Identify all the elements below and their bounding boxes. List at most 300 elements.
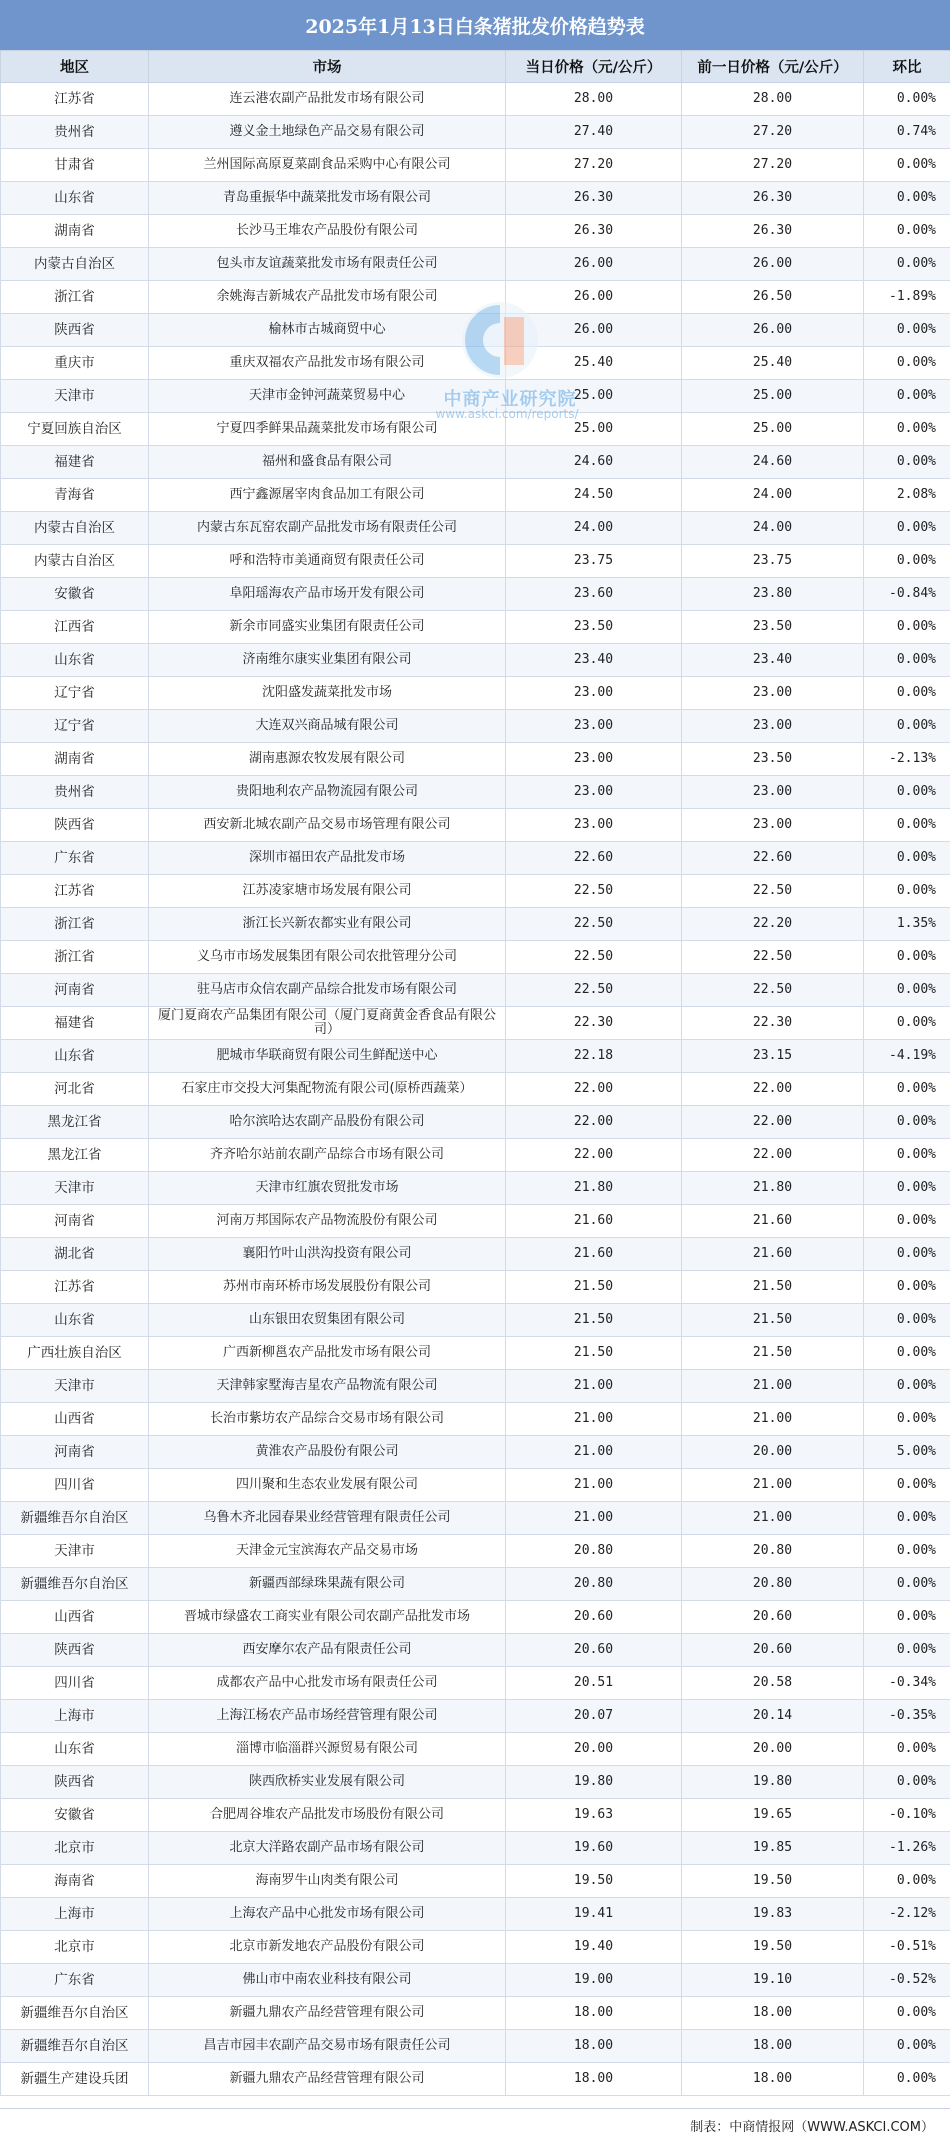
table-row bbox=[1, 1370, 950, 1403]
cell-today-price: 26.00 bbox=[506, 281, 682, 314]
table-row bbox=[1, 413, 950, 446]
cell-prev-price: 26.00 bbox=[682, 314, 864, 347]
cell-change: 0.00% bbox=[864, 2030, 950, 2063]
table-row bbox=[1, 1502, 950, 1535]
cell-prev-price: 22.50 bbox=[682, 974, 864, 1007]
cell-market: 江苏凌家塘市场发展有限公司 bbox=[149, 875, 506, 908]
cell-prev-price: 23.50 bbox=[682, 611, 864, 644]
cell-region: 黑龙江省 bbox=[1, 1106, 149, 1139]
cell-region: 广东省 bbox=[1, 842, 149, 875]
cell-region: 新疆维吾尔自治区 bbox=[1, 2030, 149, 2063]
cell-region: 山东省 bbox=[1, 1733, 149, 1766]
table-row bbox=[1, 512, 950, 545]
cell-change: 0.00% bbox=[864, 1634, 950, 1667]
cell-market: 深圳市福田农产品批发市场 bbox=[149, 842, 506, 875]
cell-today-price: 20.60 bbox=[506, 1601, 682, 1634]
cell-prev-price: 26.30 bbox=[682, 215, 864, 248]
cell-market: 上海江杨农产品市场经营管理有限公司 bbox=[149, 1700, 506, 1733]
cell-change: -0.84% bbox=[864, 578, 950, 611]
cell-today-price: 19.60 bbox=[506, 1832, 682, 1865]
cell-change: 0.00% bbox=[864, 1205, 950, 1238]
cell-change: 0.00% bbox=[864, 644, 950, 677]
cell-change: 0.00% bbox=[864, 677, 950, 710]
cell-region: 湖北省 bbox=[1, 1238, 149, 1271]
table-row bbox=[1, 1073, 950, 1106]
cell-today-price: 25.00 bbox=[506, 380, 682, 413]
cell-today-price: 25.00 bbox=[506, 413, 682, 446]
cell-region: 山东省 bbox=[1, 1304, 149, 1337]
cell-region: 辽宁省 bbox=[1, 710, 149, 743]
cell-prev-price: 19.85 bbox=[682, 1832, 864, 1865]
cell-prev-price: 21.00 bbox=[682, 1502, 864, 1535]
cell-change: 0.00% bbox=[864, 1568, 950, 1601]
cell-region: 河北省 bbox=[1, 1073, 149, 1106]
cell-today-price: 24.00 bbox=[506, 512, 682, 545]
table-row bbox=[1, 1964, 950, 1997]
cell-today-price: 19.50 bbox=[506, 1865, 682, 1898]
watermark-url: www.askci.com/reports/ bbox=[435, 407, 579, 421]
cell-prev-price: 24.00 bbox=[682, 512, 864, 545]
cell-market: 陕西欣桥实业发展有限公司 bbox=[149, 1766, 506, 1799]
cell-market: 湖南惠源农牧发展有限公司 bbox=[149, 743, 506, 776]
cell-today-price: 20.51 bbox=[506, 1667, 682, 1700]
cell-region: 贵州省 bbox=[1, 116, 149, 149]
cell-change: 0.00% bbox=[864, 1271, 950, 1304]
cell-prev-price: 19.50 bbox=[682, 1865, 864, 1898]
cell-market: 广西新柳邕农产品批发市场有限公司 bbox=[149, 1337, 506, 1370]
table-row bbox=[1, 809, 950, 842]
cell-prev-price: 22.00 bbox=[682, 1106, 864, 1139]
cell-change: 0.00% bbox=[864, 1370, 950, 1403]
table-row bbox=[1, 1700, 950, 1733]
cell-today-price: 21.50 bbox=[506, 1337, 682, 1370]
cell-change: 0.00% bbox=[864, 1172, 950, 1205]
cell-today-price: 20.60 bbox=[506, 1634, 682, 1667]
cell-region: 山东省 bbox=[1, 1040, 149, 1073]
cell-market: 天津韩家墅海吉星农产品物流有限公司 bbox=[149, 1370, 506, 1403]
cell-region: 新疆维吾尔自治区 bbox=[1, 1997, 149, 2030]
cell-market: 黄淮农产品股份有限公司 bbox=[149, 1436, 506, 1469]
cell-prev-price: 23.40 bbox=[682, 644, 864, 677]
price-table bbox=[0, 50, 950, 2096]
cell-market: 齐齐哈尔站前农副产品综合市场有限公司 bbox=[149, 1139, 506, 1172]
cell-today-price: 23.40 bbox=[506, 644, 682, 677]
cell-change: 0.00% bbox=[864, 974, 950, 1007]
cell-prev-price: 23.00 bbox=[682, 710, 864, 743]
cell-change: 0.00% bbox=[864, 545, 950, 578]
cell-region: 新疆维吾尔自治区 bbox=[1, 1568, 149, 1601]
header-prev-price: 前一日价格（元/公斤） bbox=[682, 51, 864, 83]
cell-today-price: 22.00 bbox=[506, 1073, 682, 1106]
cell-prev-price: 18.00 bbox=[682, 2063, 864, 2096]
cell-market: 新疆九鼎农产品经营管理有限公司 bbox=[149, 1997, 506, 2030]
cell-prev-price: 21.00 bbox=[682, 1469, 864, 1502]
header-market: 市场 bbox=[149, 51, 506, 83]
cell-market: 昌吉市园丰农副产品交易市场有限责任公司 bbox=[149, 2030, 506, 2063]
table-row bbox=[1, 842, 950, 875]
table-row bbox=[1, 1007, 950, 1040]
cell-region: 内蒙古自治区 bbox=[1, 512, 149, 545]
cell-region: 江苏省 bbox=[1, 1271, 149, 1304]
cell-prev-price: 23.00 bbox=[682, 809, 864, 842]
cell-prev-price: 28.00 bbox=[682, 83, 864, 116]
table-row bbox=[1, 1997, 950, 2030]
cell-today-price: 22.30 bbox=[506, 1007, 682, 1040]
cell-region: 河南省 bbox=[1, 1205, 149, 1238]
table-row bbox=[1, 974, 950, 1007]
cell-market: 天津金元宝滨海农产品交易市场 bbox=[149, 1535, 506, 1568]
cell-prev-price: 21.60 bbox=[682, 1238, 864, 1271]
cell-region: 新疆生产建设兵团 bbox=[1, 2063, 149, 2096]
cell-region: 内蒙古自治区 bbox=[1, 545, 149, 578]
cell-market: 晋城市绿盛农工商实业有限公司农副产品批发市场 bbox=[149, 1601, 506, 1634]
cell-change: -1.26% bbox=[864, 1832, 950, 1865]
table-row bbox=[1, 215, 950, 248]
table-row bbox=[1, 1436, 950, 1469]
cell-change: 0.00% bbox=[864, 1139, 950, 1172]
cell-prev-price: 20.14 bbox=[682, 1700, 864, 1733]
cell-change: -0.51% bbox=[864, 1931, 950, 1964]
cell-market: 上海农产品中心批发市场有限公司 bbox=[149, 1898, 506, 1931]
cell-today-price: 23.00 bbox=[506, 677, 682, 710]
cell-prev-price: 25.40 bbox=[682, 347, 864, 380]
cell-market: 内蒙古东瓦窑农副产品批发市场有限责任公司 bbox=[149, 512, 506, 545]
cell-today-price: 18.00 bbox=[506, 2063, 682, 2096]
table-title: 2025年1月13日白条猪批发价格趋势表 bbox=[0, 0, 950, 50]
table-row bbox=[1, 83, 950, 116]
cell-change: 0.00% bbox=[864, 1733, 950, 1766]
cell-today-price: 22.50 bbox=[506, 941, 682, 974]
table-row bbox=[1, 314, 950, 347]
cell-change: 0.00% bbox=[864, 809, 950, 842]
cell-market: 西宁鑫源屠宰肉食品加工有限公司 bbox=[149, 479, 506, 512]
cell-change: 0.00% bbox=[864, 1337, 950, 1370]
table-row bbox=[1, 1403, 950, 1436]
table-row bbox=[1, 347, 950, 380]
cell-prev-price: 22.60 bbox=[682, 842, 864, 875]
cell-market: 苏州市南环桥市场发展股份有限公司 bbox=[149, 1271, 506, 1304]
cell-change: 0.00% bbox=[864, 1238, 950, 1271]
cell-market: 浙江长兴新农都实业有限公司 bbox=[149, 908, 506, 941]
cell-market: 哈尔滨哈达农副产品股份有限公司 bbox=[149, 1106, 506, 1139]
table-row bbox=[1, 149, 950, 182]
cell-market: 兰州国际高原夏菜副食品采购中心有限公司 bbox=[149, 149, 506, 182]
cell-market: 新疆九鼎农产品经营管理有限公司 bbox=[149, 2063, 506, 2096]
cell-today-price: 21.00 bbox=[506, 1436, 682, 1469]
cell-change: 0.00% bbox=[864, 512, 950, 545]
cell-change: 0.00% bbox=[864, 611, 950, 644]
cell-change: 0.74% bbox=[864, 116, 950, 149]
table-row bbox=[1, 1832, 950, 1865]
table-row bbox=[1, 1040, 950, 1073]
cell-market: 阜阳瑶海农产品市场开发有限公司 bbox=[149, 578, 506, 611]
cell-region: 天津市 bbox=[1, 1535, 149, 1568]
cell-market: 天津市红旗农贸批发市场 bbox=[149, 1172, 506, 1205]
table-row bbox=[1, 908, 950, 941]
table-row bbox=[1, 1205, 950, 1238]
table-footer-source: 制表：中商情报网（WWW.ASKCI.COM） bbox=[0, 2108, 950, 2141]
cell-region: 重庆市 bbox=[1, 347, 149, 380]
table-row bbox=[1, 1667, 950, 1700]
cell-prev-price: 22.50 bbox=[682, 941, 864, 974]
cell-region: 河南省 bbox=[1, 1436, 149, 1469]
table-row bbox=[1, 1139, 950, 1172]
cell-change: 0.00% bbox=[864, 182, 950, 215]
table-row bbox=[1, 1865, 950, 1898]
cell-today-price: 26.30 bbox=[506, 215, 682, 248]
cell-change: 0.00% bbox=[864, 1469, 950, 1502]
cell-market: 遵义金土地绿色产品交易有限公司 bbox=[149, 116, 506, 149]
cell-change: 0.00% bbox=[864, 1997, 950, 2030]
cell-market: 淄博市临淄群兴源贸易有限公司 bbox=[149, 1733, 506, 1766]
cell-today-price: 21.50 bbox=[506, 1271, 682, 1304]
cell-region: 山东省 bbox=[1, 644, 149, 677]
cell-today-price: 23.60 bbox=[506, 578, 682, 611]
cell-market: 襄阳竹叶山洪沟投资有限公司 bbox=[149, 1238, 506, 1271]
cell-market: 大连双兴商品城有限公司 bbox=[149, 710, 506, 743]
cell-region: 浙江省 bbox=[1, 941, 149, 974]
cell-region: 天津市 bbox=[1, 1172, 149, 1205]
table-row bbox=[1, 1304, 950, 1337]
cell-prev-price: 22.30 bbox=[682, 1007, 864, 1040]
table-row bbox=[1, 1601, 950, 1634]
cell-market: 北京市新发地农产品股份有限公司 bbox=[149, 1931, 506, 1964]
cell-prev-price: 21.80 bbox=[682, 1172, 864, 1205]
cell-today-price: 26.00 bbox=[506, 248, 682, 281]
cell-prev-price: 25.00 bbox=[682, 413, 864, 446]
cell-change: 0.00% bbox=[864, 710, 950, 743]
cell-region: 江西省 bbox=[1, 611, 149, 644]
cell-change: 0.00% bbox=[864, 1403, 950, 1436]
table-row bbox=[1, 479, 950, 512]
cell-prev-price: 21.50 bbox=[682, 1304, 864, 1337]
cell-region: 四川省 bbox=[1, 1667, 149, 1700]
table-row bbox=[1, 875, 950, 908]
cell-prev-price: 22.00 bbox=[682, 1073, 864, 1106]
cell-change: -0.34% bbox=[864, 1667, 950, 1700]
cell-today-price: 18.00 bbox=[506, 1997, 682, 2030]
cell-region: 青海省 bbox=[1, 479, 149, 512]
table-row bbox=[1, 1799, 950, 1832]
cell-region: 陕西省 bbox=[1, 809, 149, 842]
table-row bbox=[1, 2063, 950, 2096]
cell-today-price: 22.50 bbox=[506, 875, 682, 908]
cell-today-price: 25.40 bbox=[506, 347, 682, 380]
cell-change: 0.00% bbox=[864, 2063, 950, 2096]
cell-region: 山西省 bbox=[1, 1403, 149, 1436]
cell-prev-price: 20.60 bbox=[682, 1601, 864, 1634]
cell-today-price: 22.18 bbox=[506, 1040, 682, 1073]
cell-change: 0.00% bbox=[864, 1766, 950, 1799]
cell-prev-price: 23.80 bbox=[682, 578, 864, 611]
cell-change: 0.00% bbox=[864, 776, 950, 809]
cell-today-price: 21.60 bbox=[506, 1205, 682, 1238]
cell-market: 新余市同盛实业集团有限责任公司 bbox=[149, 611, 506, 644]
cell-region: 浙江省 bbox=[1, 281, 149, 314]
table-row bbox=[1, 578, 950, 611]
table-row bbox=[1, 2030, 950, 2063]
cell-region: 广西壮族自治区 bbox=[1, 1337, 149, 1370]
cell-change: 0.00% bbox=[864, 1865, 950, 1898]
cell-today-price: 23.00 bbox=[506, 710, 682, 743]
cell-market: 驻马店市众信农副产品综合批发市场有限公司 bbox=[149, 974, 506, 1007]
cell-prev-price: 24.60 bbox=[682, 446, 864, 479]
header-change: 环比 bbox=[864, 51, 950, 83]
cell-today-price: 23.75 bbox=[506, 545, 682, 578]
cell-market: 海南罗牛山肉类有限公司 bbox=[149, 1865, 506, 1898]
cell-today-price: 23.50 bbox=[506, 611, 682, 644]
cell-change: 0.00% bbox=[864, 1502, 950, 1535]
cell-change: 0.00% bbox=[864, 83, 950, 116]
cell-market: 天津市金钟河蔬菜贸易中心 bbox=[149, 380, 506, 413]
cell-prev-price: 21.00 bbox=[682, 1370, 864, 1403]
cell-today-price: 23.00 bbox=[506, 776, 682, 809]
cell-region: 北京市 bbox=[1, 1931, 149, 1964]
cell-today-price: 20.80 bbox=[506, 1568, 682, 1601]
cell-change: 5.00% bbox=[864, 1436, 950, 1469]
cell-prev-price: 22.00 bbox=[682, 1139, 864, 1172]
cell-prev-price: 19.65 bbox=[682, 1799, 864, 1832]
cell-today-price: 26.00 bbox=[506, 314, 682, 347]
cell-prev-price: 19.10 bbox=[682, 1964, 864, 1997]
cell-today-price: 22.50 bbox=[506, 908, 682, 941]
cell-region: 浙江省 bbox=[1, 908, 149, 941]
cell-today-price: 22.60 bbox=[506, 842, 682, 875]
table-row bbox=[1, 1766, 950, 1799]
cell-today-price: 28.00 bbox=[506, 83, 682, 116]
cell-today-price: 24.60 bbox=[506, 446, 682, 479]
cell-change: 0.00% bbox=[864, 347, 950, 380]
cell-today-price: 23.00 bbox=[506, 743, 682, 776]
table-row bbox=[1, 677, 950, 710]
cell-region: 天津市 bbox=[1, 1370, 149, 1403]
cell-region: 北京市 bbox=[1, 1832, 149, 1865]
cell-prev-price: 23.50 bbox=[682, 743, 864, 776]
cell-today-price: 21.00 bbox=[506, 1370, 682, 1403]
cell-region: 陕西省 bbox=[1, 314, 149, 347]
cell-market: 新疆西部绿珠果蔬有限公司 bbox=[149, 1568, 506, 1601]
cell-prev-price: 20.60 bbox=[682, 1634, 864, 1667]
cell-change: 0.00% bbox=[864, 941, 950, 974]
cell-region: 新疆维吾尔自治区 bbox=[1, 1502, 149, 1535]
header-today-price: 当日价格（元/公斤） bbox=[506, 51, 682, 83]
table-row bbox=[1, 941, 950, 974]
cell-prev-price: 24.00 bbox=[682, 479, 864, 512]
table-row bbox=[1, 248, 950, 281]
cell-market: 长沙马王堆农产品股份有限公司 bbox=[149, 215, 506, 248]
cell-market: 成都农产品中心批发市场有限责任公司 bbox=[149, 1667, 506, 1700]
cell-market: 山东银田农贸集团有限公司 bbox=[149, 1304, 506, 1337]
cell-prev-price: 18.00 bbox=[682, 1997, 864, 2030]
cell-market: 合肥周谷堆农产品批发市场股份有限公司 bbox=[149, 1799, 506, 1832]
cell-region: 天津市 bbox=[1, 380, 149, 413]
table-row bbox=[1, 1337, 950, 1370]
cell-today-price: 19.40 bbox=[506, 1931, 682, 1964]
cell-today-price: 18.00 bbox=[506, 2030, 682, 2063]
cell-change: 0.00% bbox=[864, 248, 950, 281]
cell-region: 河南省 bbox=[1, 974, 149, 1007]
table-row bbox=[1, 446, 950, 479]
cell-change: 0.00% bbox=[864, 380, 950, 413]
cell-market: 青岛重振华中蔬菜批发市场有限公司 bbox=[149, 182, 506, 215]
cell-today-price: 27.40 bbox=[506, 116, 682, 149]
cell-change: -2.12% bbox=[864, 1898, 950, 1931]
table-row bbox=[1, 182, 950, 215]
header-region: 地区 bbox=[1, 51, 149, 83]
table-row bbox=[1, 1535, 950, 1568]
cell-market: 宁夏四季鲜果品蔬菜批发市场有限公司 bbox=[149, 413, 506, 446]
cell-market: 肥城市华联商贸有限公司生鲜配送中心 bbox=[149, 1040, 506, 1073]
cell-market: 西安摩尔农产品有限责任公司 bbox=[149, 1634, 506, 1667]
cell-change: -0.10% bbox=[864, 1799, 950, 1832]
cell-change: 0.00% bbox=[864, 1601, 950, 1634]
cell-prev-price: 20.00 bbox=[682, 1733, 864, 1766]
cell-change: 1.35% bbox=[864, 908, 950, 941]
table-row bbox=[1, 1931, 950, 1964]
cell-today-price: 22.00 bbox=[506, 1106, 682, 1139]
cell-today-price: 20.00 bbox=[506, 1733, 682, 1766]
table-row bbox=[1, 1271, 950, 1304]
cell-region: 内蒙古自治区 bbox=[1, 248, 149, 281]
cell-change: 0.00% bbox=[864, 215, 950, 248]
table-row bbox=[1, 1898, 950, 1931]
cell-today-price: 24.50 bbox=[506, 479, 682, 512]
cell-change: -1.89% bbox=[864, 281, 950, 314]
table-row bbox=[1, 1568, 950, 1601]
cell-prev-price: 26.00 bbox=[682, 248, 864, 281]
cell-prev-price: 19.83 bbox=[682, 1898, 864, 1931]
cell-market: 义乌市市场发展集团有限公司农批管理分公司 bbox=[149, 941, 506, 974]
cell-region: 宁夏回族自治区 bbox=[1, 413, 149, 446]
cell-region: 四川省 bbox=[1, 1469, 149, 1502]
cell-region: 湖南省 bbox=[1, 743, 149, 776]
cell-change: 0.00% bbox=[864, 1106, 950, 1139]
cell-market: 济南维尔康实业集团有限公司 bbox=[149, 644, 506, 677]
cell-prev-price: 20.58 bbox=[682, 1667, 864, 1700]
cell-today-price: 19.80 bbox=[506, 1766, 682, 1799]
cell-prev-price: 23.00 bbox=[682, 776, 864, 809]
cell-change: -2.13% bbox=[864, 743, 950, 776]
cell-region: 福建省 bbox=[1, 446, 149, 479]
cell-region: 陕西省 bbox=[1, 1634, 149, 1667]
cell-prev-price: 21.50 bbox=[682, 1271, 864, 1304]
cell-today-price: 20.80 bbox=[506, 1535, 682, 1568]
table-row bbox=[1, 1634, 950, 1667]
cell-change: 0.00% bbox=[864, 1073, 950, 1106]
cell-prev-price: 21.50 bbox=[682, 1337, 864, 1370]
cell-change: -0.35% bbox=[864, 1700, 950, 1733]
cell-today-price: 21.60 bbox=[506, 1238, 682, 1271]
cell-change: 0.00% bbox=[864, 314, 950, 347]
cell-market: 福州和盛食品有限公司 bbox=[149, 446, 506, 479]
cell-today-price: 26.30 bbox=[506, 182, 682, 215]
cell-region: 山东省 bbox=[1, 182, 149, 215]
cell-today-price: 22.00 bbox=[506, 1139, 682, 1172]
cell-market: 余姚海吉新城农产品批发市场有限公司 bbox=[149, 281, 506, 314]
cell-region: 陕西省 bbox=[1, 1766, 149, 1799]
cell-region: 贵州省 bbox=[1, 776, 149, 809]
cell-today-price: 22.50 bbox=[506, 974, 682, 1007]
cell-change: 0.00% bbox=[864, 446, 950, 479]
cell-prev-price: 21.00 bbox=[682, 1403, 864, 1436]
table-row bbox=[1, 743, 950, 776]
cell-region: 上海市 bbox=[1, 1898, 149, 1931]
cell-today-price: 19.41 bbox=[506, 1898, 682, 1931]
cell-prev-price: 19.80 bbox=[682, 1766, 864, 1799]
cell-market: 石家庄市交投大河集配物流有限公司(原桥西蔬菜） bbox=[149, 1073, 506, 1106]
cell-market: 河南万邦国际农产品物流股份有限公司 bbox=[149, 1205, 506, 1238]
cell-region: 上海市 bbox=[1, 1700, 149, 1733]
